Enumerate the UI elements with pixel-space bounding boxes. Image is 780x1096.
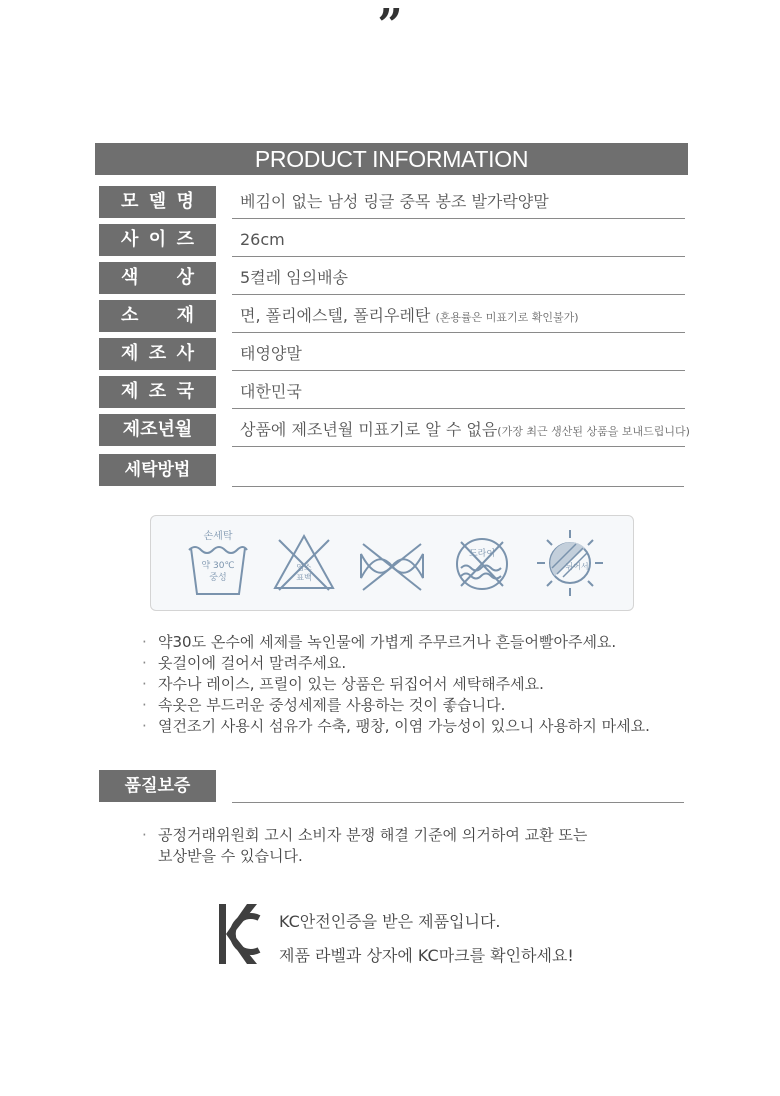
info-row-manufacturer <box>99 338 685 376</box>
quality-guarantee-label: 품질보증 <box>99 770 216 802</box>
svg-text:드라이: 드라이 <box>468 549 496 559</box>
svg-text:약 30℃: 약 30℃ <box>201 561 235 571</box>
color-value: 5켤레 임의배송 <box>232 262 685 295</box>
washing-divider <box>232 486 684 487</box>
list-item: · 자수나 레이스, 프릴이 있는 상품은 뒤집어서 세탁해주세요. <box>142 675 544 693</box>
kc-line-2: 제품 라벨과 상자에 KC마크를 확인하세요! <box>279 946 574 965</box>
svg-text:염소: 염소 <box>296 563 312 572</box>
label-char: 제 <box>121 381 139 402</box>
list-item: · 약30도 온수에 세제를 녹인물에 가볍게 주무르거나 흔들어빨아주세요. <box>142 633 617 651</box>
list-item: · 열건조기 사용시 섬유가 수축, 팽창, 이염 가능성이 있으니 사용하지 마세요. <box>142 717 650 735</box>
label-char: 국 <box>176 381 194 402</box>
quality-divider <box>232 802 684 803</box>
country-value: 대한민국 <box>232 376 685 409</box>
svg-text:표백: 표백 <box>296 573 312 582</box>
info-row-size <box>99 224 685 262</box>
label-char: 제 <box>121 343 139 364</box>
svg-text:뉘어서: 뉘어서 <box>565 562 589 571</box>
size-value: 26cm <box>232 224 685 257</box>
no-tumble-dry-icon <box>447 526 517 598</box>
kc-line-1: KC안전인증을 받은 제품입니다. <box>279 912 501 931</box>
label-char: 즈 <box>176 229 194 250</box>
label-char: 이 <box>148 229 167 250</box>
label-char: 명 <box>176 191 194 212</box>
dry-in-shade-icon <box>535 526 605 598</box>
kc-mark-logo <box>217 900 261 968</box>
quality-guarantee-text <box>142 825 587 867</box>
svg-text:중성: 중성 <box>209 573 227 583</box>
label-char: 소 <box>121 305 139 326</box>
no-bleach-icon <box>269 526 339 598</box>
list-item: · 속옷은 부드러운 중성세제를 사용하는 것이 좋습니다. <box>142 696 506 714</box>
material-note: (혼용률은 미표기로 확인불가) <box>435 311 579 324</box>
label-char: 사 <box>176 343 194 364</box>
info-row-model <box>99 186 685 224</box>
info-row-manufacture-date <box>99 414 690 452</box>
list-item: · 공정거래위원회 고시 소비자 분쟁 해결 기준에 의거하여 교환 또는 <box>142 826 588 844</box>
label-char: 색 <box>121 267 139 288</box>
info-row-material <box>99 300 685 338</box>
label-char: 델 <box>148 191 167 212</box>
care-symbols-box <box>150 515 634 611</box>
kc-certification-text <box>279 908 574 970</box>
manufacturer-value: 태영양말 <box>232 338 685 371</box>
manufacture-date-value: 상품에 제조년월 미표기로 알 수 없음(가장 최근 생산된 상품을 보내드립니다) <box>232 414 685 447</box>
quote-mark: ” <box>377 0 403 51</box>
material-label <box>99 300 216 332</box>
no-iron-icon <box>357 526 427 598</box>
list-item: · 옷걸이에 걸어서 말려주세요. <box>142 654 347 672</box>
manufacture-date-note: (가장 최근 생산된 상품을 보내드립니다) <box>497 425 690 438</box>
product-information-banner: PRODUCT INFORMATION <box>95 143 688 175</box>
color-label <box>99 262 216 294</box>
hand-wash-icon <box>183 526 253 598</box>
washing-instructions-list <box>142 632 650 737</box>
model-name-label <box>99 186 216 218</box>
product-info-table <box>99 186 690 452</box>
svg-text:손세탁: 손세탁 <box>203 531 233 542</box>
washing-method-label: 세탁방법 <box>99 454 216 486</box>
label-char: 사 <box>121 229 139 250</box>
manufacture-date-label: 제조년월 <box>99 414 216 446</box>
manufacturer-label <box>99 338 216 370</box>
info-row-country <box>99 376 685 414</box>
label-char: 상 <box>176 267 194 288</box>
label-char: 조 <box>148 343 167 364</box>
info-row-color <box>99 262 685 300</box>
country-label <box>99 376 216 408</box>
model-name-value: 베김이 없는 남성 링글 중목 봉조 발가락양말 <box>232 186 685 219</box>
label-char: 모 <box>121 191 139 212</box>
list-item: 보상받을 수 있습니다. <box>158 847 303 865</box>
material-value: 면, 폴리에스텔, 폴리우레탄 (혼용률은 미표기로 확인불가) <box>232 300 685 333</box>
label-char: 재 <box>176 305 194 326</box>
label-char: 조 <box>148 381 167 402</box>
size-label <box>99 224 216 256</box>
